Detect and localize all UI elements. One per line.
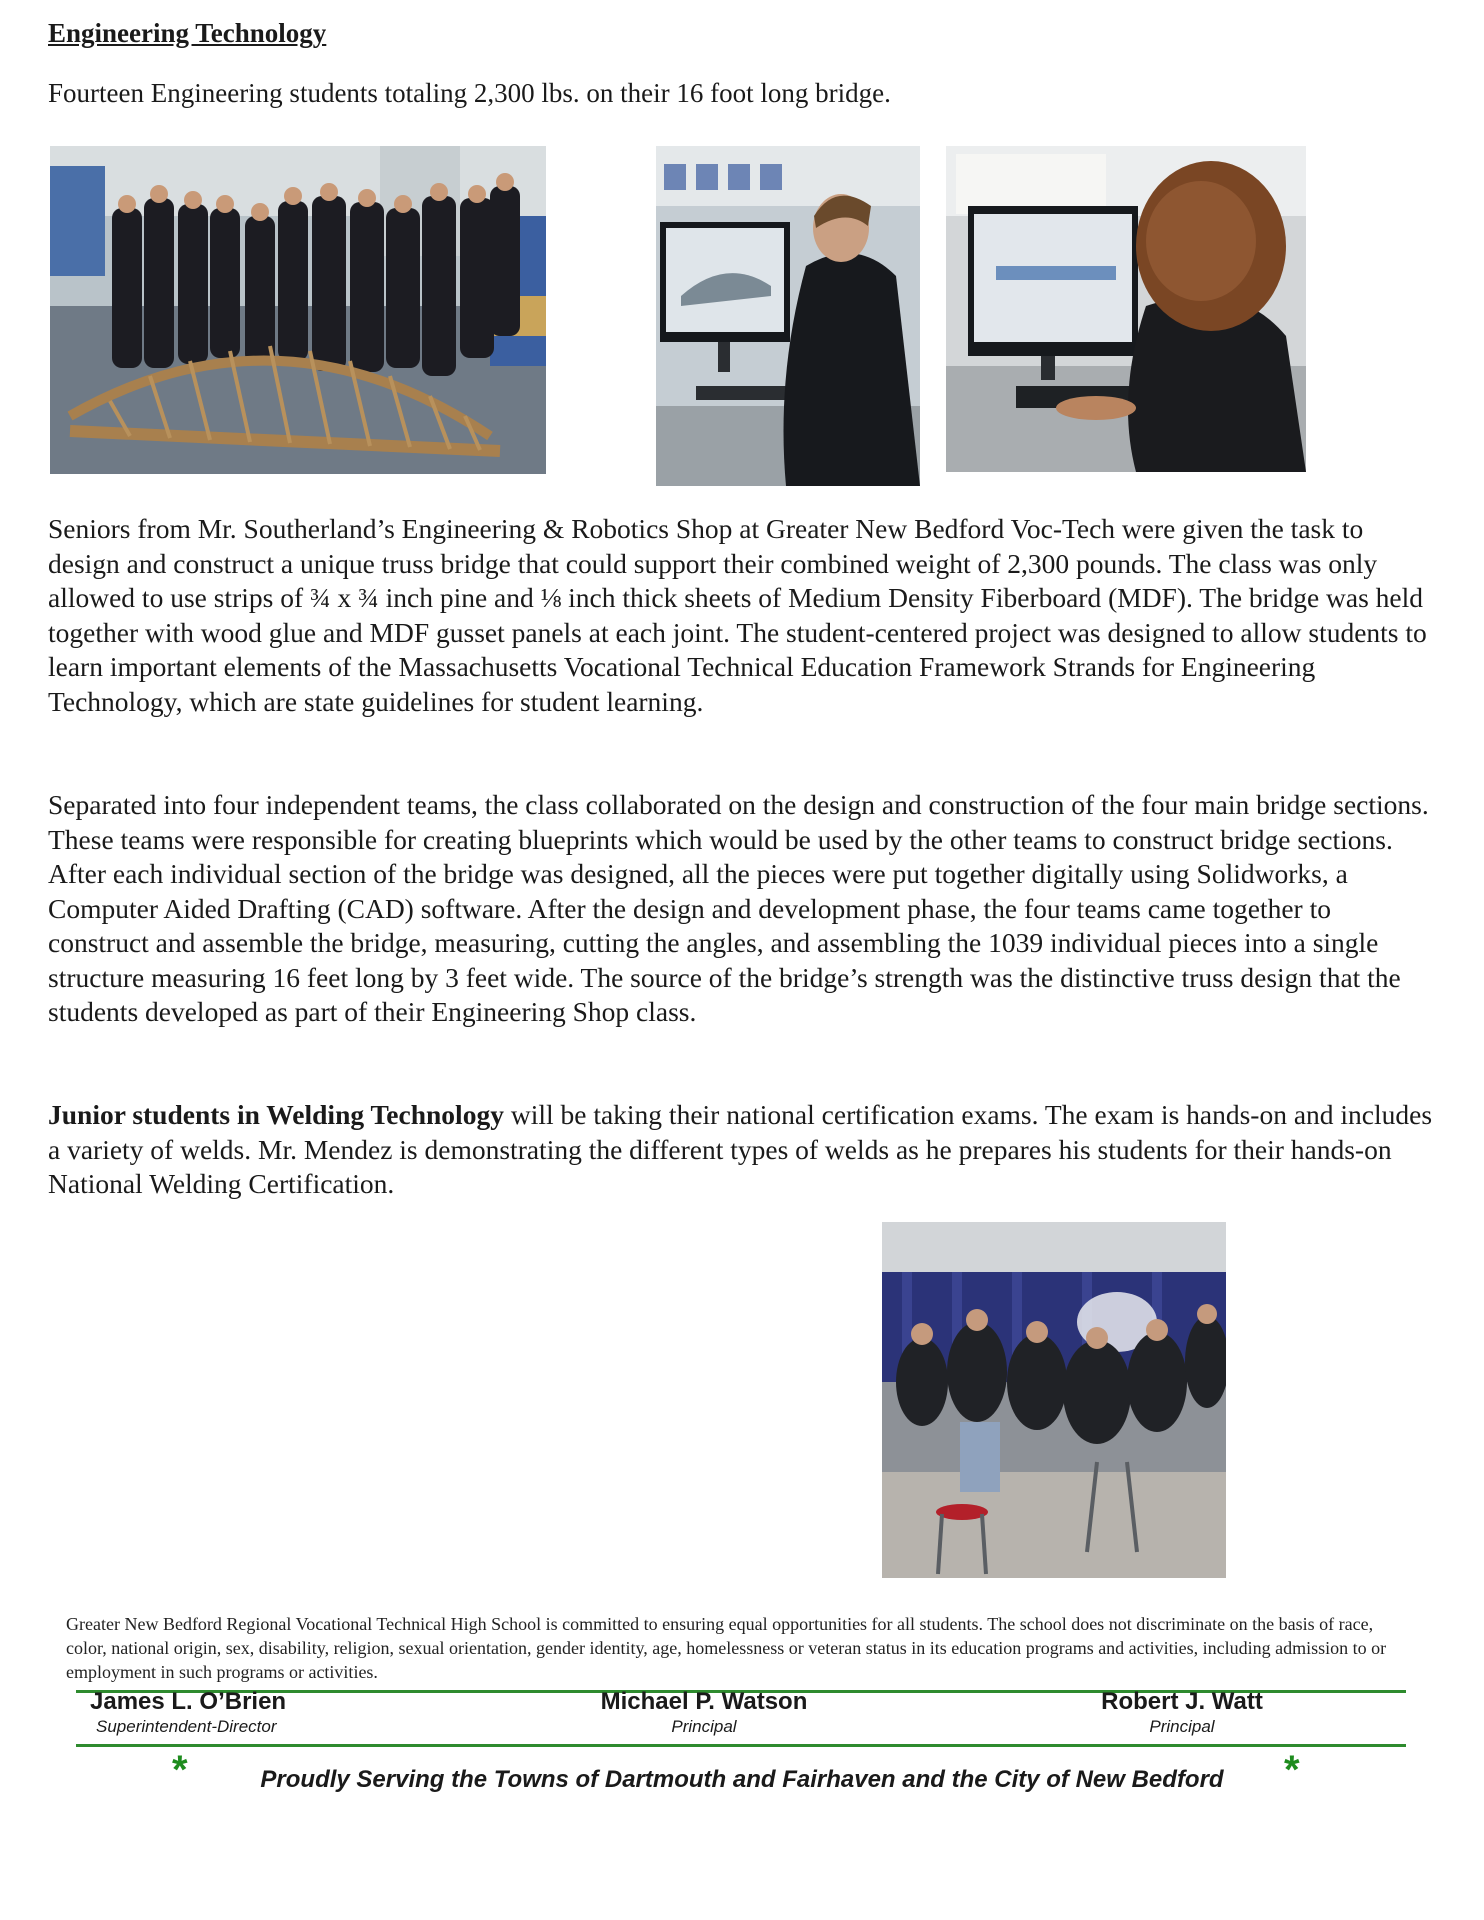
cad-student-photo-1	[656, 146, 920, 486]
welding-text: will be taking their national certification exams. The exam is hands-on and includes a variety of welds. Mr. Mendez is demonstrating the different types of welds as he prepares his students for their hands-on National Welding Certification.	[48, 1099, 1433, 1199]
welding-photo	[882, 1222, 1226, 1578]
staff-name: Michael P. Watson	[600, 1688, 808, 1715]
bridge-group-photo	[50, 146, 546, 474]
staff-role: Principal	[671, 1717, 737, 1736]
staff-name: Robert J. Watt	[1101, 1688, 1263, 1715]
footer-bottom-rule	[76, 1744, 1406, 1747]
paragraph-team-design: Separated into four independent teams, the class collaborated on the design and construction of the four main bridge sections. These teams were responsible for creating blueprints which would be used by the other teams to construct bridge sections. After each individual section of the bridge was designed, all the pieces were put together digitally using Solidworks, a Computer Aided Drafting (CAD) software. After the design and development phase, the four teams came together to construct and assemble the bridge, measuring, cutting the angles, and assembling the 1039 individual pieces into a single structure measuring 16 feet long by 3 feet wide. The source of the bridge’s strength was the distinctive truss design that the students developed as part of their Engineering Shop class.	[48, 789, 1429, 1027]
staff-role: Superintendent-Director	[96, 1717, 277, 1736]
photo-caption: Fourteen Engineering students totaling 2,300 lbs. on their 16 foot long bridge.	[48, 78, 891, 108]
nondiscrimination-notice: Greater New Bedford Regional Vocational Technical High School is committed to ensuring equal opportunities for all students. The school does not discriminate on the basis of race, color, national origin, sex, disability, religion, sexual orientation, gender identity, age, homelessness or veteran status in its education programs and activities, including admission to or employment in such programs or activities.	[66, 1614, 1387, 1682]
welding-lead-in: Junior students in Welding Technology	[48, 1099, 504, 1130]
staff-principal-watt	[992, 1688, 1372, 1738]
staff-name: James L. O’Brien	[90, 1688, 287, 1715]
staff-role: Principal	[1149, 1717, 1215, 1736]
staff-superintendent	[90, 1688, 470, 1738]
section-heading: Engineering Technology	[48, 18, 327, 48]
star-right-icon: *	[1284, 1748, 1300, 1792]
cad-student-photo-2	[946, 146, 1306, 472]
star-left-icon: *	[172, 1748, 188, 1792]
footer-motto: Proudly Serving the Towns of Dartmouth and Fairhaven and the City of New Bedford	[260, 1766, 1224, 1793]
paragraph-welding	[48, 1098, 1438, 1202]
paragraph-bridge-project: Seniors from Mr. Southerland’s Engineering & Robotics Shop at Greater New Bedford Voc-Tech were given the task to design and construct a unique truss bridge that could support their combined weight of 2,300 pounds. The class was only allowed to use strips of ¾ x ¾ inch pine and ⅛ inch thick sheets of Medium Density Fiberboard (MDF). The bridge was held together with wood glue and MDF gusset panels at each joint. The student-centered project was designed to allow students to learn important elements of the Massachusetts Vocational Technical Education Framework Strands for Engineering Technology, which are state guidelines for student learning.	[48, 513, 1427, 717]
staff-principal-watson	[514, 1688, 894, 1738]
